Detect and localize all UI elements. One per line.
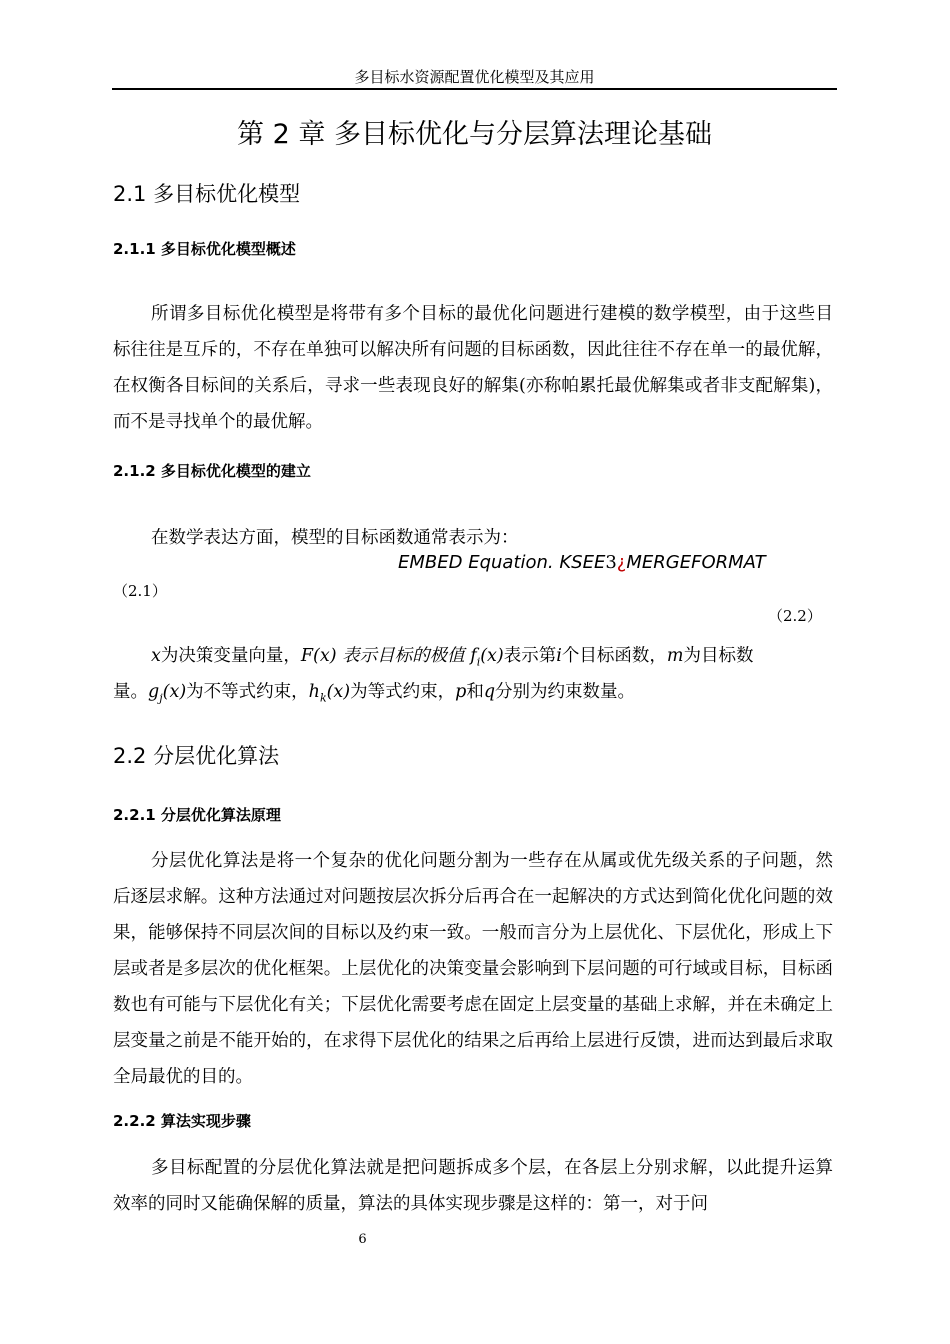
section-2-2-1-heading: 2.2.1 分层优化算法原理 [113,806,281,824]
running-header: 多目标水资源配置优化模型及其应用 [354,68,595,86]
equation-number-2-2: （2.2） [768,607,822,625]
equation-number-2-1: （2.1） [113,582,167,600]
page-number: 6 [358,1232,367,1247]
section-2-1-1-heading: 2.1.1 多目标优化模型概述 [113,240,296,258]
embedded-equation-field: EMBED Equation. KSEE3¿MERGEFORMAT [398,552,766,573]
variable-description-line-2: 量。$g_j(x)$为不等式约束，$h_k(x)$为等式约束，p和q分别为约束数量。 [113,682,636,705]
section-2-2-heading: 2.2 分层优化算法 [113,744,280,768]
section-2-2-1-paragraph: 分层优化算法是将一个复杂的优化问题分割为一些存在从属或优先级关系的子问题，然后逐层求解。这种方法通过对问题按层次拆分后再合在一起解决的方式达到简化优化问题的效果，能够保持不同层次间的目标以及约束一致。一般而言分为上层优化、下层优化，形成上下层或者是多层次的优化框架。上层优化的决策变量会影响到下层问题的可行域或目标，目标函数也有可能与下层优化有关；下层优化需要考虑在固定上层变量的基础上求解，并在未确定上层变量之前是不能开始的，在求得下层优化的结果之后再给上层进行反馈，进而达到最后求取全局最优的目的。 [113,851,833,1087]
equation-intro: 在数学表达方面，模型的目标函数通常表示为： [151,528,519,548]
variable-description-line-1: x为决策变量向量，F(x) 表示目标的极值 $f_i(x)$表示第i个目标函数，m为目标数 [151,646,754,669]
section-2-1-1-paragraph: 所谓多目标优化模型是将带有多个目标的最优化问题进行建模的数学模型，由于这些目标往往是互斥的，不存在单独可以解决所有问题的目标函数，因此往往不存在单一的最优解，在权衡各目标间的关系后，寻求一些表现良好的解集(亦称帕累托最优解集或者非支配解集)，而不是寻找单个的最优解。 [113,304,833,432]
chapter-title: 第 2 章 多目标优化与分层算法理论基础 [237,119,712,150]
section-2-2-2-heading: 2.2.2 算法实现步骤 [113,1112,251,1130]
section-2-1-heading: 2.1 多目标优化模型 [113,182,301,206]
section-2-2-2-paragraph: 多目标配置的分层优化算法就是把问题拆成多个层，在各层上分别求解，以此提升运算效率的同时又能确保解的质量，算法的具体实现步骤是这样的：第一，对于问 [113,1158,833,1214]
header-rule [112,88,837,90]
section-2-1-2-heading: 2.1.2 多目标优化模型的建立 [113,462,311,480]
